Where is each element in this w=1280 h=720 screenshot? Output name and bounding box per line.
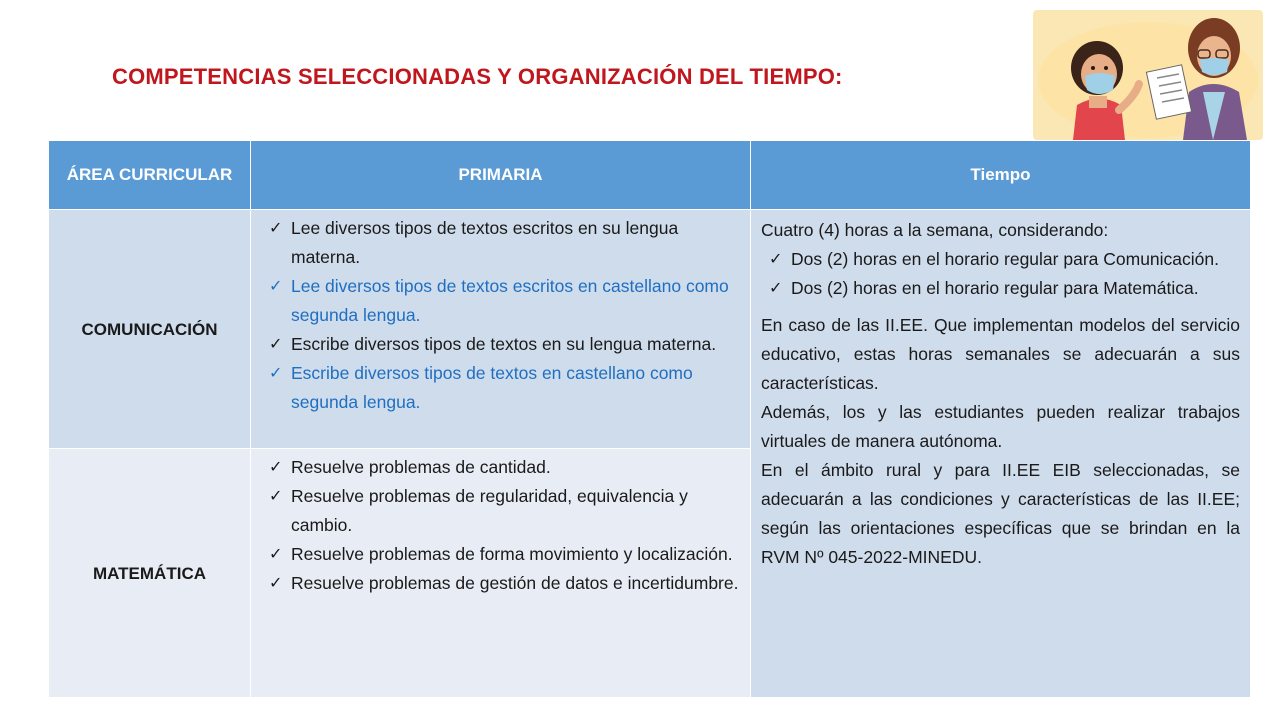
checkmark-icon: ✓ [269,546,283,563]
tiempo-paragraph-3: En el ámbito rural y para II.EE EIB seleccionadas, se adecuarán a las condiciones y características de las II.EE; según las orientaciones específicas que se brindan en la RVM Nº 045-2022-MINEDU. [761,460,1240,567]
list-item [261,330,740,359]
list-item [261,359,740,417]
teacher-student-illustration [1033,10,1263,140]
checkmark-icon: ✓ [269,220,283,237]
list-item [261,569,740,598]
checkmark-icon: ✓ [269,336,283,353]
competencia-text: Escribe diversos tipos de textos en su lengua materna. [291,334,717,354]
competencia-text: Lee diversos tipos de textos escritos en castellano como segunda lengua. [291,276,729,325]
list-item [261,214,740,272]
tiempo-intro: Cuatro (4) horas a la semana, considerando: [761,220,1109,240]
competencia-text: Escribe diversos tipos de textos en castellano como segunda lengua. [291,363,693,412]
checkmark-icon: ✓ [269,575,283,592]
teacher-student-masks-illustration-icon [1033,10,1263,140]
tiempo-item: Dos (2) horas en el horario regular para Matemática. [791,278,1199,298]
list-item [761,245,1240,274]
competencia-text: Lee diversos tipos de textos escritos en su lengua materna. [291,218,679,267]
competencia-text: Resuelve problemas de forma movimiento y localización. [291,544,733,564]
area-comunicacion: COMUNICACIÓN [49,210,251,449]
tiempo-paragraph-2: Además, los y las estudiantes pueden realizar trabajos virtuales de manera autónoma. [761,402,1240,451]
header-tiempo: Tiempo [751,141,1251,210]
list-item [261,482,740,540]
list-item [261,453,740,482]
competencia-text: Resuelve problemas de gestión de datos e incertidumbre. [291,573,739,593]
header-primaria: PRIMARIA [251,141,751,210]
page-title: COMPETENCIAS SELECCIONADAS Y ORGANIZACIÓN DEL TIEMPO: [112,64,843,89]
checkmark-icon: ✓ [269,488,283,505]
competencias-table [48,140,1251,698]
list-item [261,540,740,569]
checkmark-icon: ✓ [269,278,283,295]
checkmark-icon: ✓ [269,459,283,476]
tiempo-paragraph-1: En caso de las II.EE. Que implementan modelos del servicio educativo, estas horas semanales se adecuarán a sus características. [761,315,1240,393]
tiempo-item: Dos (2) horas en el horario regular para Comunicación. [791,249,1219,269]
competencias-comunicacion [251,210,751,449]
competencia-text: Resuelve problemas de cantidad. [291,457,551,477]
header-area: ÁREA CURRICULAR [49,141,251,210]
competencia-text: Resuelve problemas de regularidad, equivalencia y cambio. [291,486,688,535]
checkmark-icon: ✓ [769,251,783,268]
list-item [261,272,740,330]
checkmark-icon: ✓ [269,365,283,382]
tiempo-cell [751,210,1251,698]
competencias-matematica [251,449,751,698]
checkmark-icon: ✓ [769,280,783,297]
area-matematica: MATEMÁTICA [49,449,251,698]
list-item [761,274,1240,303]
